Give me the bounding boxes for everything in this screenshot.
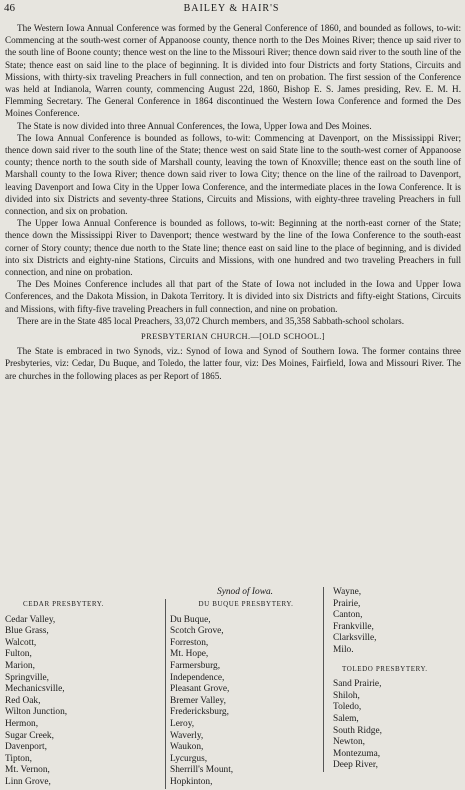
- place-name: Cedar Valley,: [5, 614, 56, 625]
- cedar-places-list: [5, 615, 157, 789]
- place-name: Forreston,: [170, 637, 209, 648]
- paragraph-presbyterian: The State is embraced in two Synods, viz.: Synod of Iowa and Synod of Southern Iowa. The former contains three Presbyteries, viz: Cedar, Du Buque, and Toledo, the latter four, viz: Des Moines, Fairfield, Iowa and Missouri River. The are churches in the following places as per Report of 1865.: [5, 346, 461, 381]
- place-name: Waverly,: [170, 730, 204, 741]
- place-name: Sherrill's Mount,: [170, 765, 234, 776]
- place-name: Farmersburg,: [170, 660, 221, 671]
- place-name: Newton,: [333, 737, 366, 748]
- toledo-presbytery-heading: TOLEDO PRESBYTERY.: [342, 664, 428, 673]
- presbyterian-heading: PRESBYTERIAN CHURCH.—[OLD SCHOOL.]: [141, 332, 325, 342]
- place-name: Tipton,: [5, 753, 33, 764]
- place-name: Hermon,: [5, 718, 39, 729]
- paragraph-upper-iowa-conference: The Upper Iowa Annual Conference is bounded as follows, to-wit: Beginning at the north-east corner of the State; thence down the Mississippi River to Davenport; thence westward by the line of the Iowa Conference to the south-east corner of Story county; thence due north to the State line; thence east on said line to the place of beginning, and is divided into six Districts and eighty-nine Stations, Circuits and Missions, with one hundred and two traveling Preachers in full connection, and nine on probation.: [5, 218, 461, 278]
- place-name: Red Oak,: [5, 695, 41, 706]
- paragraph-western-iowa: The Western Iowa Annual Conference was formed by the General Conference of 1860, and bounded as follows, to-wit: Commencing at the south-west corner of Appanoose county, thence north to the Des Moines River; thence up said river to the south line of Boone county; thence west on the line to the Missouri River; thence down said river to the south line of the State; thence east on said line to the place of beginning. It is divided into four Districts and forty Stations, Circuits and Missions, with thirty-six traveling Preachers in full connection, and ten on probation. The first session of the Conference was held at Indianola, Warren county, commencing August 22d, 1860, Bishop E. S. James presiding, Rev. E. M. H. Flemming Secretary. The General Conference in 1864 discontinued the Western Iowa Conference and formed the Des Moines Conference.: [5, 23, 461, 119]
- place-name: Canton,: [333, 610, 363, 621]
- place-name: Mechanicsville,: [5, 684, 65, 695]
- dubuque-places-list: [170, 615, 322, 789]
- paragraph-statistics: There are in the State 485 local Preachers, 33,072 Church members, and 35,358 Sabbath-school scholars.: [17, 315, 405, 326]
- place-name: Fulton,: [5, 649, 32, 660]
- place-name: Du Buque,: [170, 614, 211, 625]
- place-name: Milo.: [333, 644, 354, 655]
- place-name: South Ridge,: [333, 725, 382, 736]
- place-name: Frankville,: [333, 621, 374, 632]
- place-name: Sand Prairie,: [333, 679, 382, 690]
- place-name: Salem,: [333, 713, 359, 724]
- place-name: Linn Grove,: [5, 776, 51, 787]
- toledo-presbytery-column: [323, 587, 465, 772]
- synod-title: Synod of Iowa.: [217, 587, 273, 597]
- dubuque-presbytery-column: [165, 599, 322, 789]
- place-name: Fredericksburg,: [170, 707, 229, 718]
- place-name: Shiloh,: [333, 690, 360, 701]
- paragraph-iowa-conference: The Iowa Annual Conference is bounded as follows, to-wit: Commencing at Davenport, on the Mississippi River; thence down said river to the south line of the State; thence west on said State line to the south-west corner of Appanoose county; thence north to the south side of Marshall county, leaving the town of Knoxville; thence east on the south line of Marshall county to the Iowa River; thence down said river to Iowa City; thence on the line of the railroad to Davenport, leaving Davenport and Iowa City in the Upper Iowa Conference, and the intermediate places in the Iowa Conference. It is divided into six Districts and seventy-three Stations, Circuits and Missions, with eighty-three traveling Preachers in full connection, and six on probation.: [5, 132, 461, 217]
- place-name: Leroy,: [170, 718, 195, 729]
- place-name: Sugar Creek,: [5, 730, 54, 741]
- place-name: Pleasant Grove,: [170, 684, 230, 695]
- cedar-presbytery-heading: CEDAR PRESBYTERY.: [23, 600, 104, 608]
- place-name: Wayne,: [333, 587, 362, 597]
- place-name: Clarksville,: [333, 633, 377, 644]
- place-name: Scotch Grove,: [170, 626, 224, 637]
- church-lists: [5, 587, 461, 787]
- place-name: Lycurgus,: [170, 753, 208, 764]
- place-name: Montezuma,: [333, 748, 381, 759]
- body-text: [5, 22, 461, 382]
- paragraph-state-division: The State is now divided into three Annual Conferences, the Iowa, Upper Iowa and Des Moines.: [17, 120, 372, 131]
- place-name: Springville,: [5, 672, 50, 683]
- running-head: BAILEY & HAIR'S: [183, 3, 280, 14]
- place-name: Independence,: [170, 672, 225, 683]
- place-name: Mt. Vernon,: [5, 765, 50, 776]
- place-name: Marion,: [5, 660, 35, 671]
- page-number: 46: [4, 2, 15, 14]
- place-name: Toledo,: [333, 702, 362, 713]
- continued-places-list: [328, 587, 465, 657]
- place-name: Davenport,: [5, 742, 47, 753]
- page-header: [4, 2, 459, 16]
- place-name: Mt. Hope,: [170, 649, 209, 660]
- dubuque-presbytery-heading: DU BUQUE PRESBYTERY.: [198, 600, 294, 608]
- place-name: Deep River,: [333, 760, 378, 771]
- place-name: Bremer Valley,: [170, 695, 226, 706]
- cedar-presbytery-column: [5, 599, 157, 789]
- place-name: Blue Grass,: [5, 626, 49, 637]
- toledo-places-list: [328, 679, 465, 772]
- place-name: Wilton Junction,: [5, 707, 68, 718]
- place-name: Hopkinton,: [170, 776, 213, 787]
- place-name: Walcott,: [5, 637, 37, 648]
- place-name: Prairie,: [333, 598, 361, 609]
- paragraph-des-moines-conference: The Des Moines Conference includes all that part of the State of Iowa not included in the Iowa and Upper Iowa Conferences, and the Dakota Mission, in Dakota Territory. It is divided into six Districts and fifty-eight Stations, Circuits and Missions, with fifty-five traveling Preachers in full connection, and nine on probation.: [5, 279, 461, 314]
- place-name: Waukon,: [170, 742, 204, 753]
